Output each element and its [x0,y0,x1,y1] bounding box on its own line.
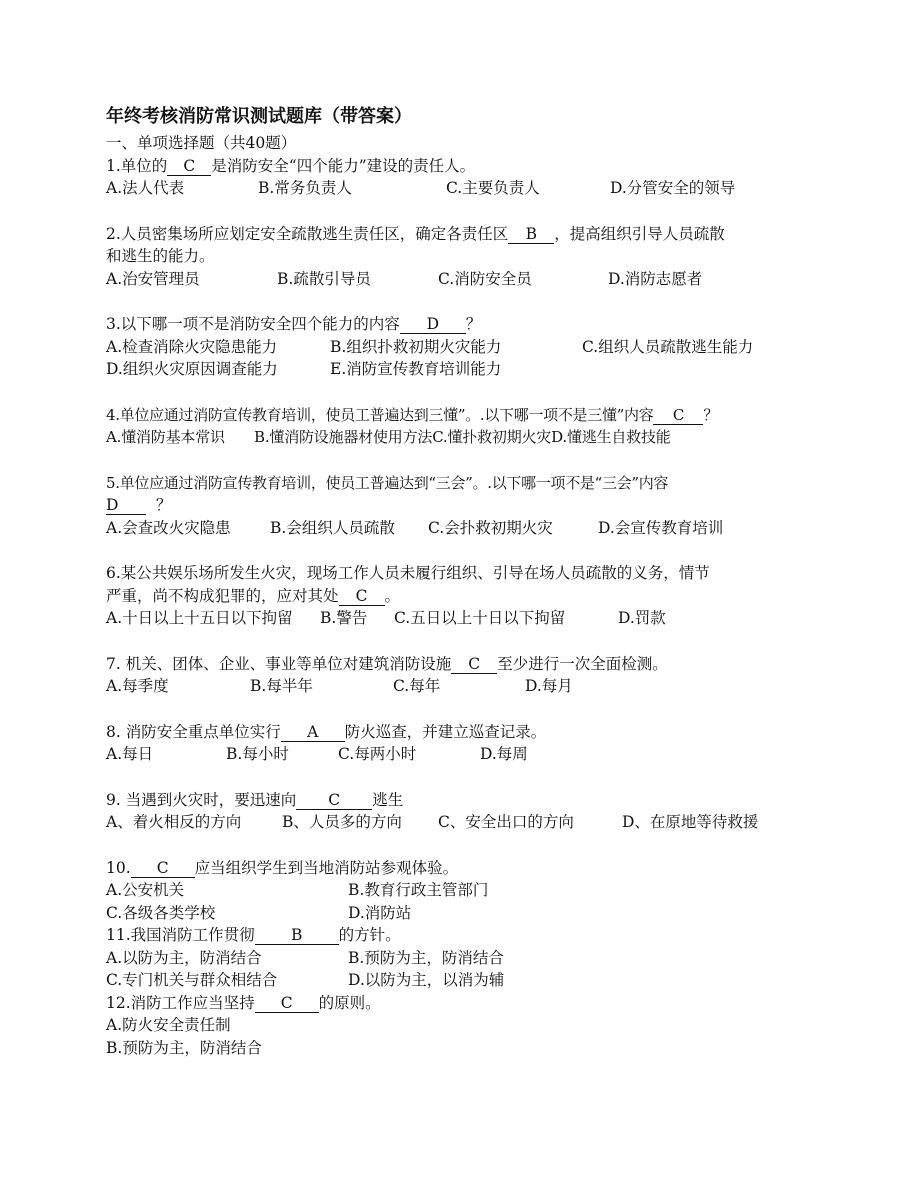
option-c: C.每年 [393,677,441,695]
question-stem-end: ？ [703,405,719,424]
answer-blank: D [106,496,146,515]
options-row [106,947,846,970]
option-d: D.每周 [480,745,528,763]
question-text [106,992,846,1015]
question-12 [106,992,846,1060]
answer-blank: C [255,994,319,1013]
option-e: E.消防宣传教育培训能力 [330,360,502,378]
option-b: B.组织扑救初期火灾能力 [330,337,502,356]
option-c: C.消防安全员 [438,269,532,288]
question-text [106,155,846,178]
option-b: B.常务负责人 [258,179,352,197]
option-c: C.五日以上十日以下拘留 [394,609,566,627]
option-b: B.每半年 [250,677,313,695]
option-b-c-d: B.懂消防设施器材使用方法C.懂扑救初期火灾D.懂逃生自救技能 [254,428,671,446]
question-8 [106,721,846,766]
question-text-continued [106,494,846,517]
options-row [106,177,846,200]
options-row [106,879,846,902]
options-row [106,743,846,766]
answer-blank: A [281,723,345,742]
question-text [106,653,846,676]
option-d: D.会宣传教育培训 [598,518,724,537]
question-stem-end: 是消防安全“四个能力”建设的责任人。 [211,156,476,175]
option-c: C.每两小时 [338,745,417,763]
answer-blank: B [255,926,339,945]
option-d: D.组织火灾原因调查能力 [106,360,278,378]
question-stem: 9. 当遇到火灾时，要迅速向 [106,790,297,809]
question-text: 5.单位应通过消防宣传教育培训，使员工普遍达到“三会”。.以下哪一项不是“三会”内容 [106,473,669,492]
option-b: B.预防为主，防消结合 [106,1038,262,1057]
question-text [106,721,846,744]
question-stem-end: ？ [465,315,482,333]
option-d: D.分管安全的领导 [610,179,736,197]
question-11 [106,924,846,992]
options-row [106,969,846,992]
option-c: C、安全出口的方向 [438,813,574,831]
option-b: B.疏散引导员 [277,269,371,288]
option-a: A.懂消防基本常识 [106,428,225,446]
question-stem: 8. 消防安全重点单位实行 [106,722,281,741]
option-b: B.警告 [320,609,368,627]
question-stem-end: 应当组织学生到当地消防站参观体验。 [194,858,459,877]
question-stem: 12.消防工作应当坚持 [106,993,255,1012]
options-row [106,517,846,540]
options-row [106,336,846,359]
option-a: A.治安管理员 [106,269,200,288]
question-stem-end: 的原则。 [318,993,381,1012]
option-b: B.每小时 [226,745,289,763]
question-text: 6.某公共娱乐场所发生火灾，现场工作人员未履行组织、引导在场人员疏散的义务，情节 [106,564,710,582]
option-a: A、着火相反的方向 [106,813,242,831]
options-row [106,902,846,925]
options-row [106,811,846,834]
options-row [106,607,846,630]
question-stem: 1.单位的 [106,156,168,175]
option-b: B.预防为主，防消结合 [348,948,504,967]
question-text [106,789,846,812]
answer-blank: C [131,859,195,878]
question-stem: 2.人员密集场所应划定安全疏散逃生责任区，确定各责任区 [106,224,509,243]
question-1 [106,155,846,200]
option-d: D.消防站 [348,903,412,922]
option-c: C.专门机关与群众相结合 [106,971,278,989]
question-text-continued [106,585,846,608]
question-2 [106,223,846,291]
option-c: C.组织人员疏散逃生能力 [582,337,754,356]
question-stem-end: 逃生 [372,790,404,809]
option-a: A.以防为主，防消结合 [106,948,262,967]
option-a: A.会查改火灾隐患 [106,518,231,537]
options-row [106,358,846,381]
answer-blank: C [451,655,497,674]
question-text [106,404,846,427]
option-a: A.检查消除火灾隐患能力 [106,337,278,356]
question-stem-end: 。 [384,586,401,605]
option-d: D.消防志愿者 [608,269,703,288]
option-a: A.防火安全责任制 [106,1016,231,1034]
option-c: C.各级各类学校 [106,903,216,922]
answer-blank: D [400,315,466,334]
question-stem: 10. [106,858,131,877]
option-a: A.公安机关 [106,881,185,899]
answer-blank: C [653,406,703,425]
question-text [106,857,846,880]
answer-blank: B [508,225,554,244]
option-b: B、人员多的方向 [282,813,402,831]
option-b: B.教育行政主管部门 [348,881,489,899]
document-page [106,104,846,1059]
question-text [106,924,846,947]
question-4 [106,404,846,449]
question-stem-end: 至少进行一次全面检测。 [497,654,668,673]
options-row [106,268,846,291]
document-title: 年终考核消防常识测试题库（带答案） [106,106,412,127]
option-c: C.主要负责人 [446,179,540,197]
question-stem: 4.单位应通过消防宣传教育培训，使员工普遍达到三懂”。.以下哪一项不是三懂”内容 [106,405,654,424]
answer-blank: C [296,791,372,810]
question-text [106,223,846,246]
question-7 [106,653,846,698]
question-stem: 3.以下哪一项不是消防安全四个能力的内容 [106,315,400,333]
option-a: A.每日 [106,745,154,763]
options-row [106,426,846,449]
option-a: A.十日以上十五日以下拘留 [106,609,293,627]
question-stem: 严重，尚不构成犯罪的，应对其处 [106,586,339,605]
question-stem-end: 的方针。 [338,926,401,944]
question-5 [106,472,846,540]
answer-blank: C [167,157,211,176]
option-d: D.每月 [525,677,573,695]
question-3 [106,313,846,381]
option-d: D、在原地等待救援 [622,813,759,831]
question-10 [106,857,846,925]
option-d: D.罚款 [618,609,666,627]
option-a: A.法人代表 [106,179,185,197]
question-stem-end: ，提高组织引导人员疏散 [554,224,725,243]
option-a: A.每季度 [106,677,169,695]
question-9 [106,789,846,834]
answer-blank: C [339,587,385,606]
option-c: C.会扑救初期火灾 [428,518,553,537]
question-stem: 7. 机关、团体、企业、事业等单位对建筑消防设施 [106,654,452,673]
question-stem: 11.我国消防工作贯彻 [106,926,255,944]
option-b: B.会组织人员疏散 [270,518,395,537]
question-6 [106,562,846,630]
question-stem-end: 防火巡查，并建立巡查记录。 [344,722,547,741]
question-text [106,313,846,336]
options-row [106,675,846,698]
section-heading: 一、单项选择题（共40题） [106,134,297,152]
option-d: D.以防为主，以消为辅 [348,971,505,989]
question-stem-end: ？ [156,496,172,514]
question-text-continued: 和逃生的能力。 [106,247,215,265]
